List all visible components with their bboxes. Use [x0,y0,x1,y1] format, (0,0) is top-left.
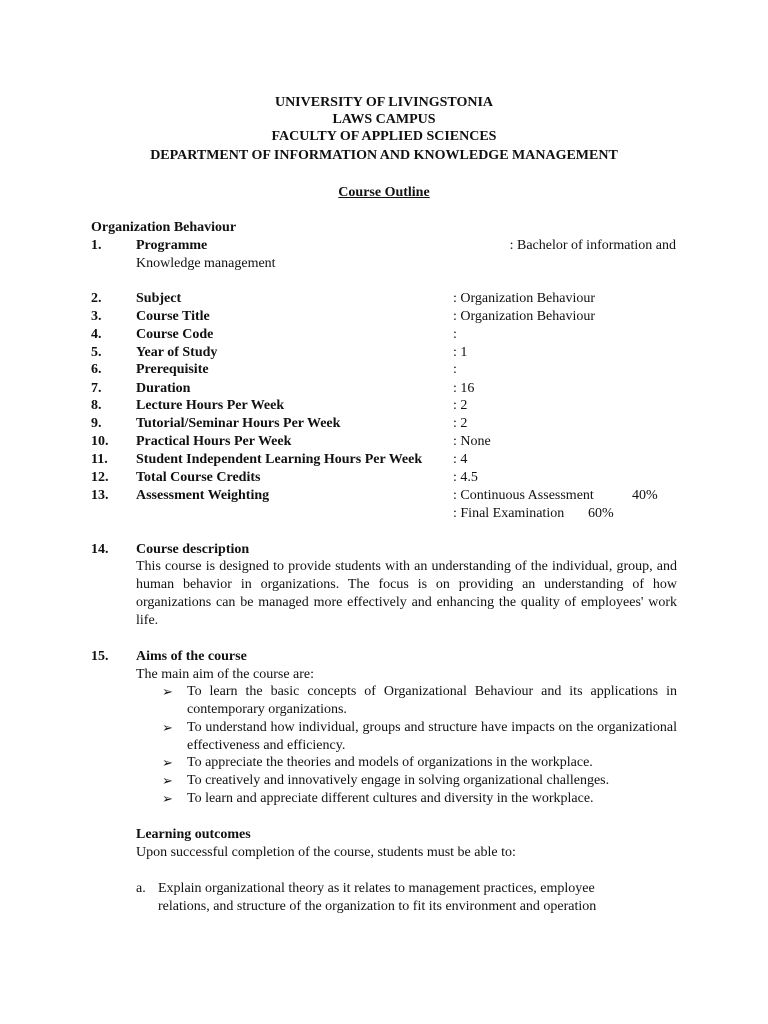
field-value: : 4.5 [453,470,478,485]
outcome-letter: a. [136,881,146,896]
field-value: : 16 [453,381,475,396]
field-label: Student Independent Learning Hours Per Week [136,452,423,467]
field-num: 2. [91,291,102,306]
outcome-text: Explain organizational theory as it relates to management practices, employee [158,881,595,896]
field-num: 12. [91,470,109,485]
field-num: 11. [91,452,108,467]
section-heading: Aims of the course [136,649,247,664]
arrow-bullet-icon: ➢ [162,720,173,735]
field-label: Tutorial/Seminar Hours Per Week [136,416,341,431]
aim-text: To understand how individual, groups and structure have impacts on the organizational effectiveness and efficiency. [187,720,677,753]
arrow-bullet-icon: ➢ [162,791,173,806]
field-value: : 4 [453,452,468,467]
arrow-bullet-icon: ➢ [162,755,173,770]
field-value: : [453,327,457,342]
aim-text: To creatively and innovatively engage in solving organizational challenges. [187,773,610,788]
outcome-text-cont: relations, and structure of the organization to fit its environment and operation [158,899,597,914]
field-label: Course Title [136,309,210,324]
course-name: Organization Behaviour [91,220,237,235]
field-num: 8. [91,398,102,413]
programme-num: 1. [91,238,102,253]
field-label: Duration [136,381,191,396]
field-value: : Continuous Assessment [453,488,594,503]
section-num: 15. [91,649,109,664]
field-label: Course Code [136,327,214,342]
final-exam-percent: 60% [588,506,614,521]
field-value: : [453,362,457,377]
programme-value: : Bachelor of information and [509,238,676,253]
faculty-name: FACULTY OF APPLIED SCIENCES [271,129,497,144]
field-label: Lecture Hours Per Week [136,398,285,413]
programme-value-cont: Knowledge management [136,256,276,271]
field-num: 6. [91,362,102,377]
campus-name: LAWS CAMPUS [332,112,436,127]
field-num: 10. [91,434,109,449]
course-description-text: This course is designed to provide students with an understanding of the individual, group, and human behavior in organizations. The focus is on providing an understanding of how organizations can be managed more effectively and enhancing the quality of employees' work life. [136,559,677,628]
arrow-bullet-icon: ➢ [162,773,173,788]
field-label: Prerequisite [136,362,209,377]
field-label: Total Course Credits [136,470,261,485]
aim-text: To learn the basic concepts of Organizational Behaviour and its applications in contemporary organizations. [187,684,677,717]
section-num: 14. [91,542,109,557]
field-num: 3. [91,309,102,324]
field-value: : None [453,434,491,449]
field-value: : 1 [453,345,468,360]
field-value: : 2 [453,398,468,413]
field-num: 9. [91,416,102,431]
outcomes-intro: Upon successful completion of the course, students must be able to: [136,845,516,860]
field-num: 13. [91,488,109,503]
section-heading: Learning outcomes [136,827,251,842]
outline-title: Course Outline [338,185,430,200]
field-label: Assessment Weighting [136,488,270,503]
section-heading: Course description [136,542,250,557]
aim-text: To learn and appreciate different cultures and diversity in the workplace. [187,791,594,806]
field-label: Practical Hours Per Week [136,434,292,449]
field-value: : 2 [453,416,468,431]
field-num: 7. [91,381,102,396]
field-num: 5. [91,345,102,360]
field-label: Year of Study [136,345,218,360]
university-name: UNIVERSITY OF LIVINGSTONIA [274,95,494,110]
final-exam-label: : Final Examination [453,506,565,521]
aims-intro: The main aim of the course are: [136,667,315,682]
continuous-assessment-percent: 40% [632,488,658,503]
field-value: : Organization Behaviour [453,309,596,324]
department-name: DEPARTMENT OF INFORMATION AND KNOWLEDGE MANAGEMENT [150,148,618,163]
programme-label: Programme [136,238,208,253]
arrow-bullet-icon: ➢ [162,684,173,699]
field-value: : Organization Behaviour [453,291,596,306]
field-label: Subject [136,291,182,306]
field-num: 4. [91,327,102,342]
aim-text: To appreciate the theories and models of organizations in the workplace. [187,755,593,770]
